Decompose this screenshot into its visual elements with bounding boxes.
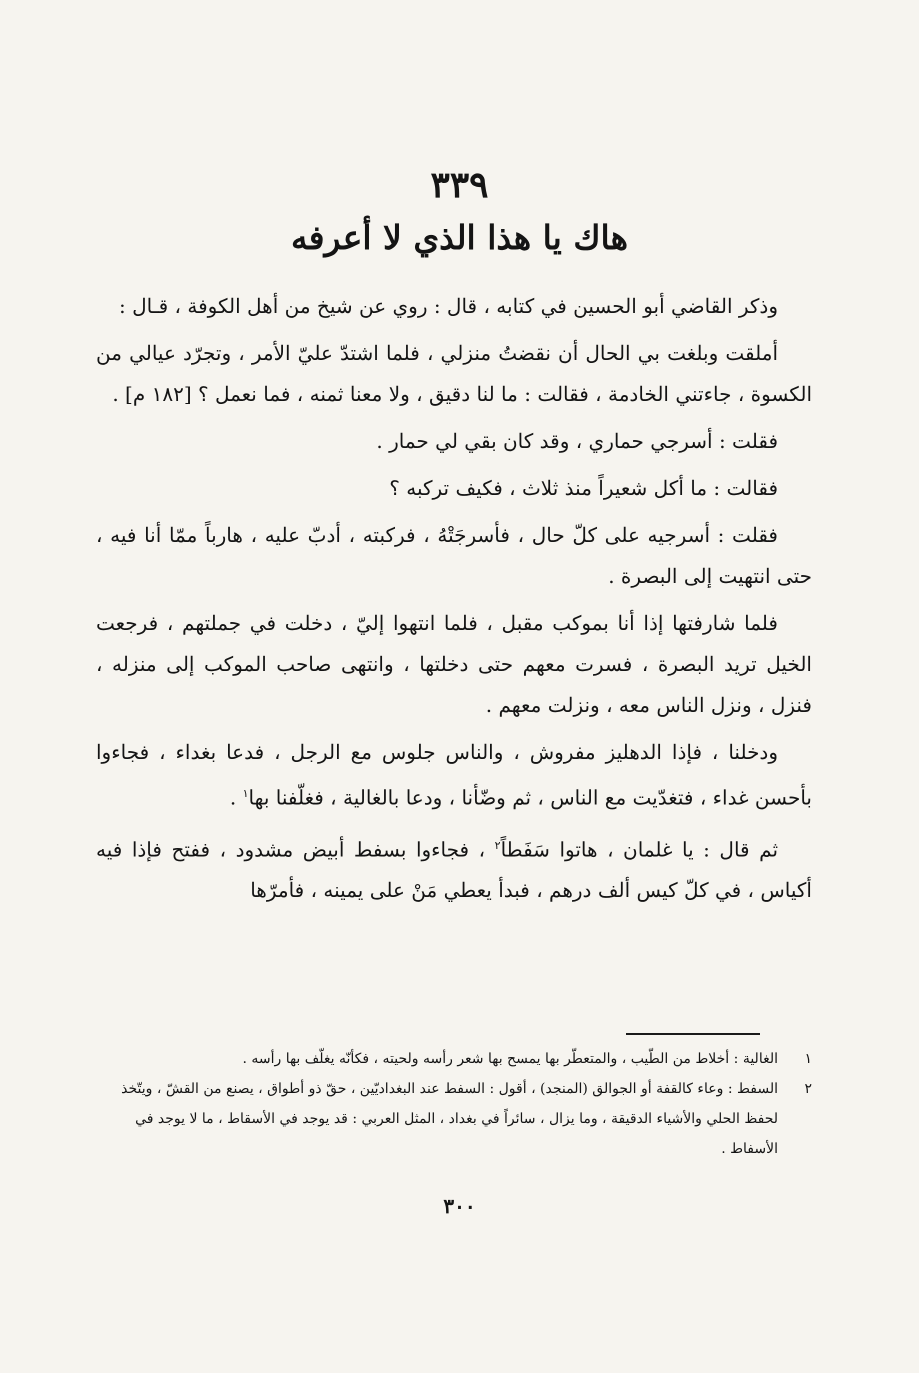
footnote-divider xyxy=(626,1033,760,1035)
paragraph-5: فقلت : أسرجيه على كلّ حال ، فأسرجَتْهُ ، فركبته ، أدبّ عليه ، هارباً ممّا أنا فيه ، حتى انتهيت إلى البصرة . xyxy=(96,523,812,588)
footnote-2 xyxy=(96,1074,812,1164)
footnote-1 xyxy=(96,1044,812,1074)
footnote-number: ٢ xyxy=(804,1081,812,1097)
footnote-mark-2: ٢ xyxy=(494,838,501,852)
paragraph-4: فقالت : ما أكل شعيراً منذ ثلاث ، فكيف تركبه ؟ xyxy=(389,476,778,500)
body-text xyxy=(96,286,812,917)
footnote-number: ١ xyxy=(804,1051,812,1067)
paragraph-6: فلما شارفتها إذا أنا بموكب مقبل ، فلما انتهوا إليّ ، دخلت في جملتهم ، فرجعت الخيل تريد البصرة ، فسرت معهم حتى دخلتها ، وانتهى صاحب الموكب إلى منزله ، فنزل ، ونزل الناس معه ، ونزلت معهم . xyxy=(96,611,812,717)
paragraph-7-end: . xyxy=(229,785,243,810)
paragraph-8-start: ثم قال : يا غلمان ، هاتوا سَفَطاً xyxy=(500,837,779,862)
footnotes xyxy=(96,1044,812,1164)
footnote-text: السفط : وعاء كالقفة أو الجوالق (المنجد) ، أقول : السفط عند البغداديّين ، حقّ ذو أطواق ، يصنع من القشّ ، ويتّخذ لحفظ الحلي والأشياء الدقيقة ، وما يزال ، سائراً في بغداد ، المثل العربي : قد يوجد في الأسقاط ، ما لا يوجد في الأسفاط . xyxy=(121,1081,778,1157)
paragraph-8 xyxy=(96,825,812,912)
story-title: هاك يا هذا الذي لا أعرفه xyxy=(291,218,628,257)
story-number: ٣٣٩ xyxy=(430,164,489,206)
paragraph-1: وذكر القاضي أبو الحسين في كتابه ، قال : روي عن شيخ من أهل الكوفة ، قـال : xyxy=(119,294,778,318)
footnote-text: الغالية : أخلاط من الطّيب ، والمتعطّر بها يمسح بها شعر رأسه ولحيته ، فكأنّه يغلّف بها رأسه . xyxy=(242,1051,778,1067)
paragraph-7 xyxy=(96,732,812,819)
paragraph-7-text: ودخلنا ، فإذا الدهليز مفروش ، والناس جلوس مع الرجل ، فدعا بغداء ، فجاءوا بأحسن غداء ، فتغدّيت مع الناس ، ثم وضّأنا ، ودعا بالغالية ، فغلّفنا بها xyxy=(96,740,812,810)
footnote-mark-1: ١ xyxy=(242,787,249,800)
page-number: ٣٠٠ xyxy=(443,1194,476,1218)
paragraph-3: فقلت : أسرجي حماري ، وقد كان بقي لي حمار . xyxy=(376,429,778,453)
paragraph-8-rest: ، فجاءوا بسفط أبيض مشدود ، ففتح فإذا فيه أكياس ، في كلّ كيس ألف درهم ، فبدأ يعطي مَنْ على يمينه ، فأمرّها xyxy=(96,837,812,903)
paragraph-2: أملقت وبلغت بي الحال أن نقضتُ منزلي ، فلما اشتدّ عليّ الأمر ، وتجرّد عيالي من الكسوة ، جاءتني الخادمة ، فقالت : ما لنا دقيق ، ولا معنا ثمنه ، فما نعمل ؟ [١٨٢ م] . xyxy=(96,341,812,406)
